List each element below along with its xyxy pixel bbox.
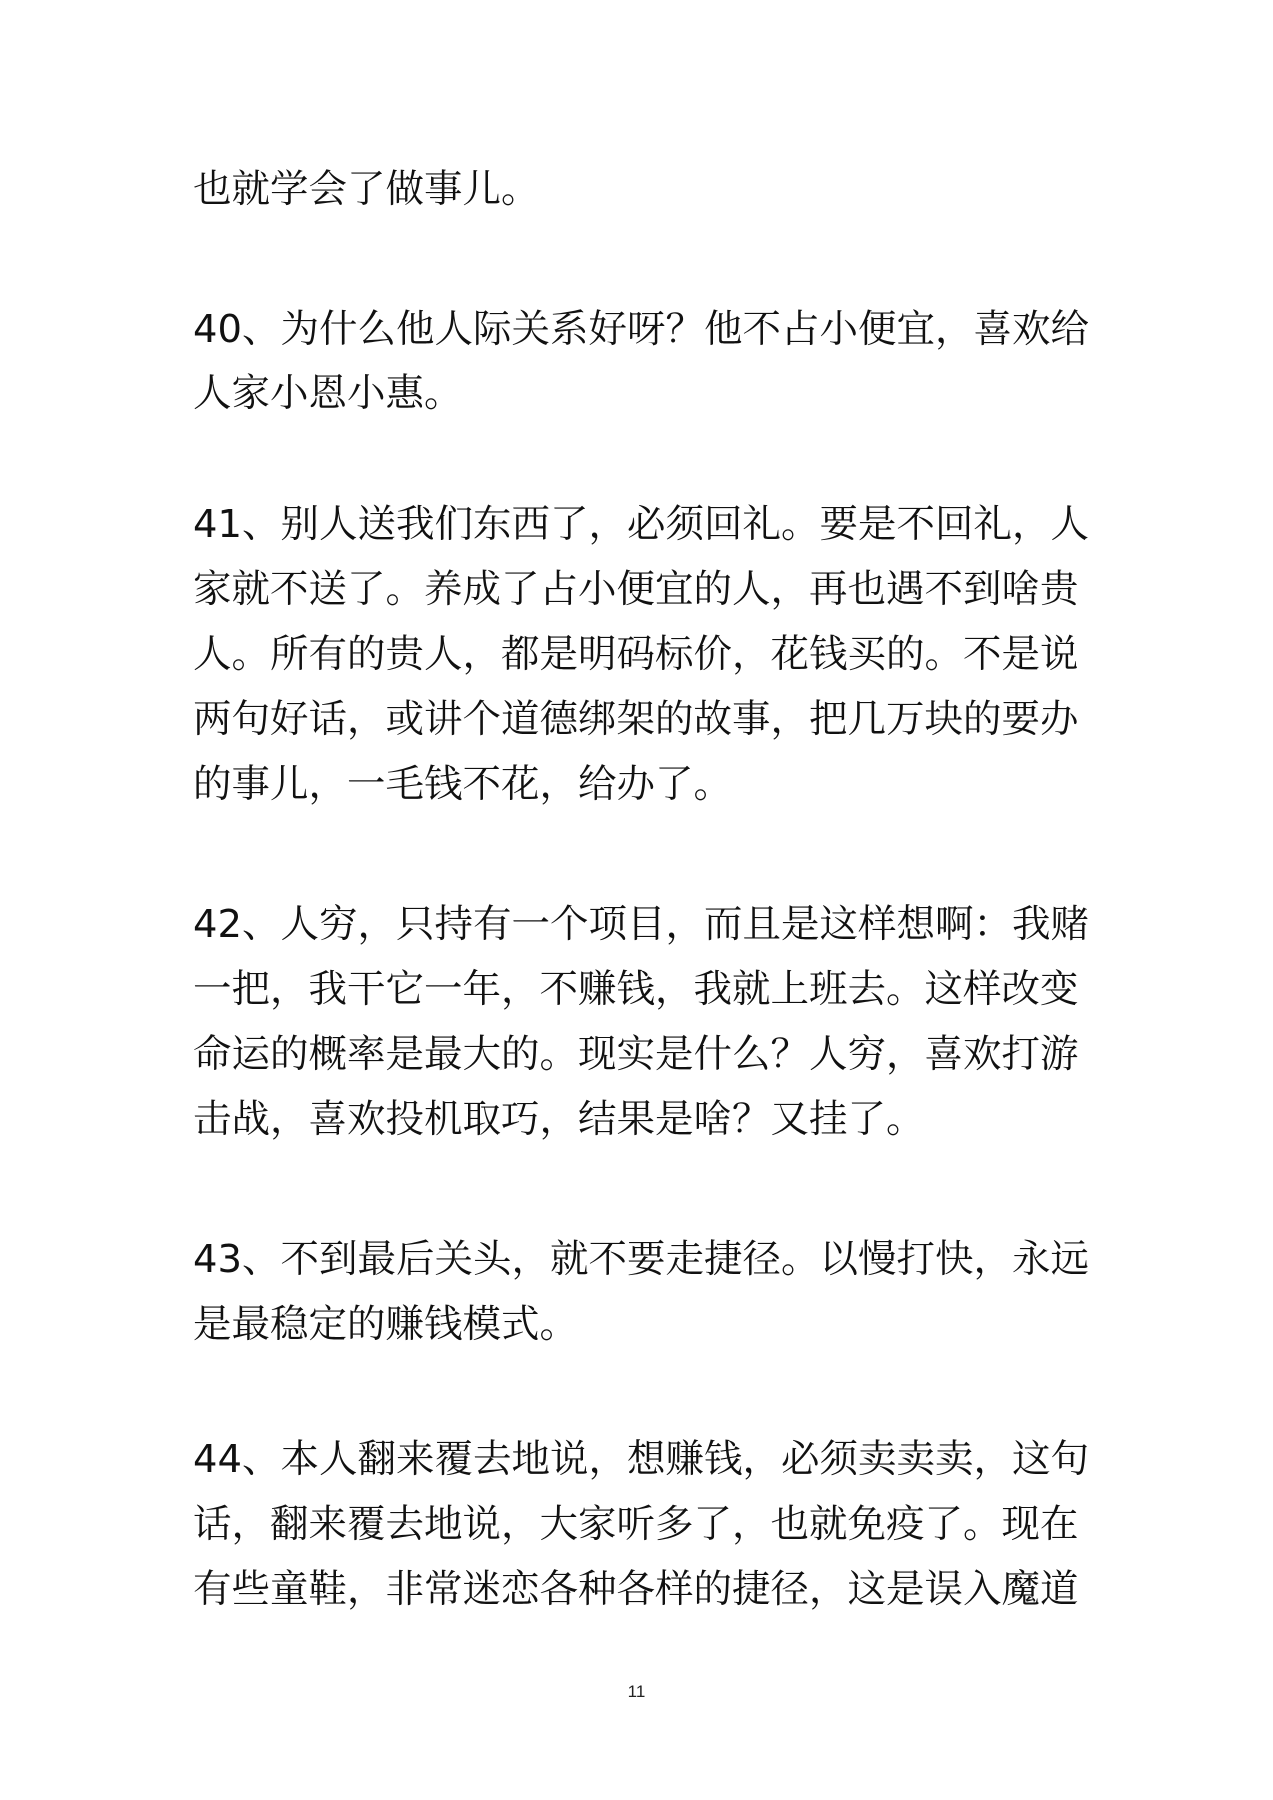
- paragraph-line: 41、别人送我们东西了，必须回礼。要是不回礼，人: [193, 502, 1089, 547]
- paragraph-line: 43、不到最后关头，就不要走捷径。以慢打快，永远: [193, 1237, 1089, 1282]
- paragraph-line: 是最稳定的赚钱模式。: [193, 1302, 579, 1347]
- paragraph-line: 的事儿，一毛钱不花，给办了。: [193, 762, 733, 807]
- paragraph-line: 家就不送了。养成了占小便宜的人，再也遇不到啥贵: [193, 567, 1079, 612]
- paragraph-line: 命运的概率是最大的。现实是什么？人穷，喜欢打游: [193, 1032, 1079, 1077]
- paragraph-line: 有些童鞋，非常迷恋各种各样的捷径，这是误入魔道: [193, 1567, 1079, 1612]
- paragraph-line: 人家小恩小惠。: [193, 371, 463, 416]
- paragraph-line: 两句好话，或讲个道德绑架的故事，把几万块的要办: [193, 697, 1079, 742]
- paragraph-line: 人。所有的贵人，都是明码标价，花钱买的。不是说: [193, 632, 1079, 677]
- paragraph-line: 也就学会了做事儿。: [193, 167, 540, 212]
- paragraph-line: 话，翻来覆去地说，大家听多了，也就免疫了。现在: [193, 1502, 1079, 1547]
- paragraph-line: 40、为什么他人际关系好呀？他不占小便宜，喜欢给: [193, 307, 1089, 352]
- paragraph-line: 一把，我干它一年，不赚钱，我就上班去。这样改变: [193, 967, 1079, 1012]
- paragraph-line: 击战，喜欢投机取巧，结果是啥？又挂了。: [193, 1097, 925, 1142]
- page-number: 11: [627, 1682, 646, 1701]
- paragraph-line: 42、人穷，只持有一个项目，而且是这样想啊：我赌: [193, 902, 1089, 947]
- paragraph-line: 44、本人翻来覆去地说，想赚钱，必须卖卖卖，这句: [193, 1437, 1089, 1482]
